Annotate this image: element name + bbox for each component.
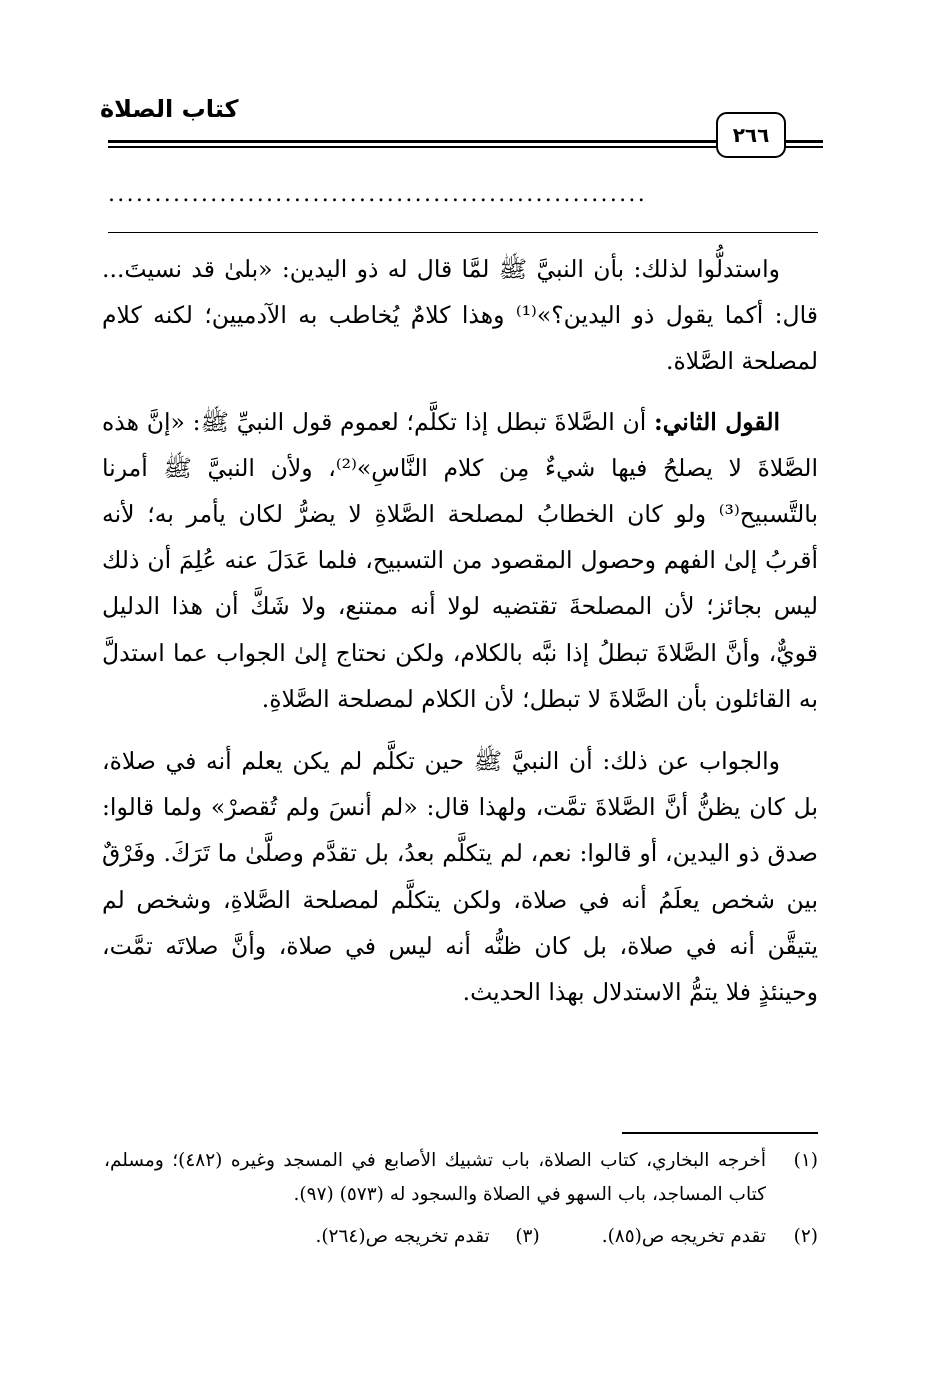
main-text: [102, 246, 818, 1015]
paragraph-second-opinion: [102, 399, 818, 722]
page-number: ٢٦٦: [716, 112, 786, 158]
running-title: كتاب الصلاة: [100, 95, 239, 123]
section-separator: [108, 232, 818, 233]
header-rule: [108, 140, 716, 143]
second-opinion-text: أن الصَّلاةَ تبطل إذا تكلَّم؛ لعموم قول النبيِّ ﷺ: «إنَّ هذه الصَّلاةَ لا يصلحُ فيها شيءٌ مِن كلام النَّاسِ»⁽²⁾، ولأن النبيَّ ﷺ أمرنا بالتَّسبيح⁽³⁾ ولو كان الخطابُ لمصلحة الصَّلاةِ لا يضرُّ لكان يأمر به؛ لأنه أقربُ إلىٰ الفهم وحصول المقصود من التسبيح، فلما عَدَلَ عنه عُلِمَ أن ذلك ليس بجائز؛ لأن المصلحةَ تقتضيه لولا أنه ممتنع، ولا شَكَّ أن هذا الدليل قويٌّ، وأنَّ الصَّلاةَ تبطلُ إذا نبَّه بالكلام، ولكن نحتاج إلىٰ الجواب عما استدلَّ به القائلون بأن الصَّلاةَ لا تبطل؛ لأن الكلام لمصلحة الصَّلاةِ.: [102, 407, 818, 713]
dotted-divider: ..........................................................: [108, 182, 648, 207]
footnote: [104, 1144, 818, 1212]
footnote-number: (٢): [793, 1226, 818, 1247]
footnote-number: (١): [793, 1150, 818, 1171]
header-rule-thin: [108, 146, 716, 148]
header-rule-right-thin: [785, 146, 823, 148]
footnote-row: [104, 1220, 818, 1254]
footnote-separator: [622, 1132, 818, 1134]
footnote-text: تقدم تخريجه ص(٢٦٤).: [315, 1226, 490, 1247]
footnote-text: أخرجه البخاري، كتاب الصلاة، باب تشبيك الأصابع في المسجد وغيره (٤٨٢)؛ ومسلم، كتاب المساجد، باب السهو في الصلاة والسجود له (٥٧٣) (٩٧).: [104, 1150, 767, 1205]
second-opinion-heading: القول الثاني:: [654, 407, 781, 436]
paragraph-evidence: واستدلُّوا لذلك: بأن النبيَّ ﷺ لمَّا قال له ذو اليدين: «بلىٰ قد نسيتَ... قال: أكما يقول ذو اليدين؟»⁽¹⁾ وهذا كلامٌ يُخاطب به الآدميين؛ لكنه كلام لمصلحة الصَّلاة.: [102, 255, 818, 376]
footnote-number: (٣): [515, 1226, 540, 1247]
header-rule-right: [785, 140, 823, 143]
footnotes: [104, 1144, 818, 1254]
paragraph-answer: والجواب عن ذلك: أن النبيَّ ﷺ حين تكلَّم لم يكن يعلم أنه في صلاة، بل كان يظنُّ أنَّ الصَّلاةَ تمَّت، ولهذا قال: «لم أنسَ ولم تُقصرْ» ولما قالوا: صدق ذو اليدين، أو قالوا: نعم، لم يتكلَّم بعدُ، بل تقدَّم وصلَّىٰ ما تَرَكَ. وفَرْقٌ بين شخص يعلَمُ أنه في صلاة، ولكن يتكلَّم لمصلحة الصَّلاةِ، وشخص لم يتيقَّن أنه في صلاة، بل كان ظنُّه أنه ليس في صلاة، وأنَّ صلاتَه تمَّت، وحينئذٍ فلا يتمُّ الاستدلال بهذا الحديث.: [102, 747, 819, 1007]
footnote-text: تقدم تخريجه ص(٨٥).: [601, 1226, 766, 1247]
